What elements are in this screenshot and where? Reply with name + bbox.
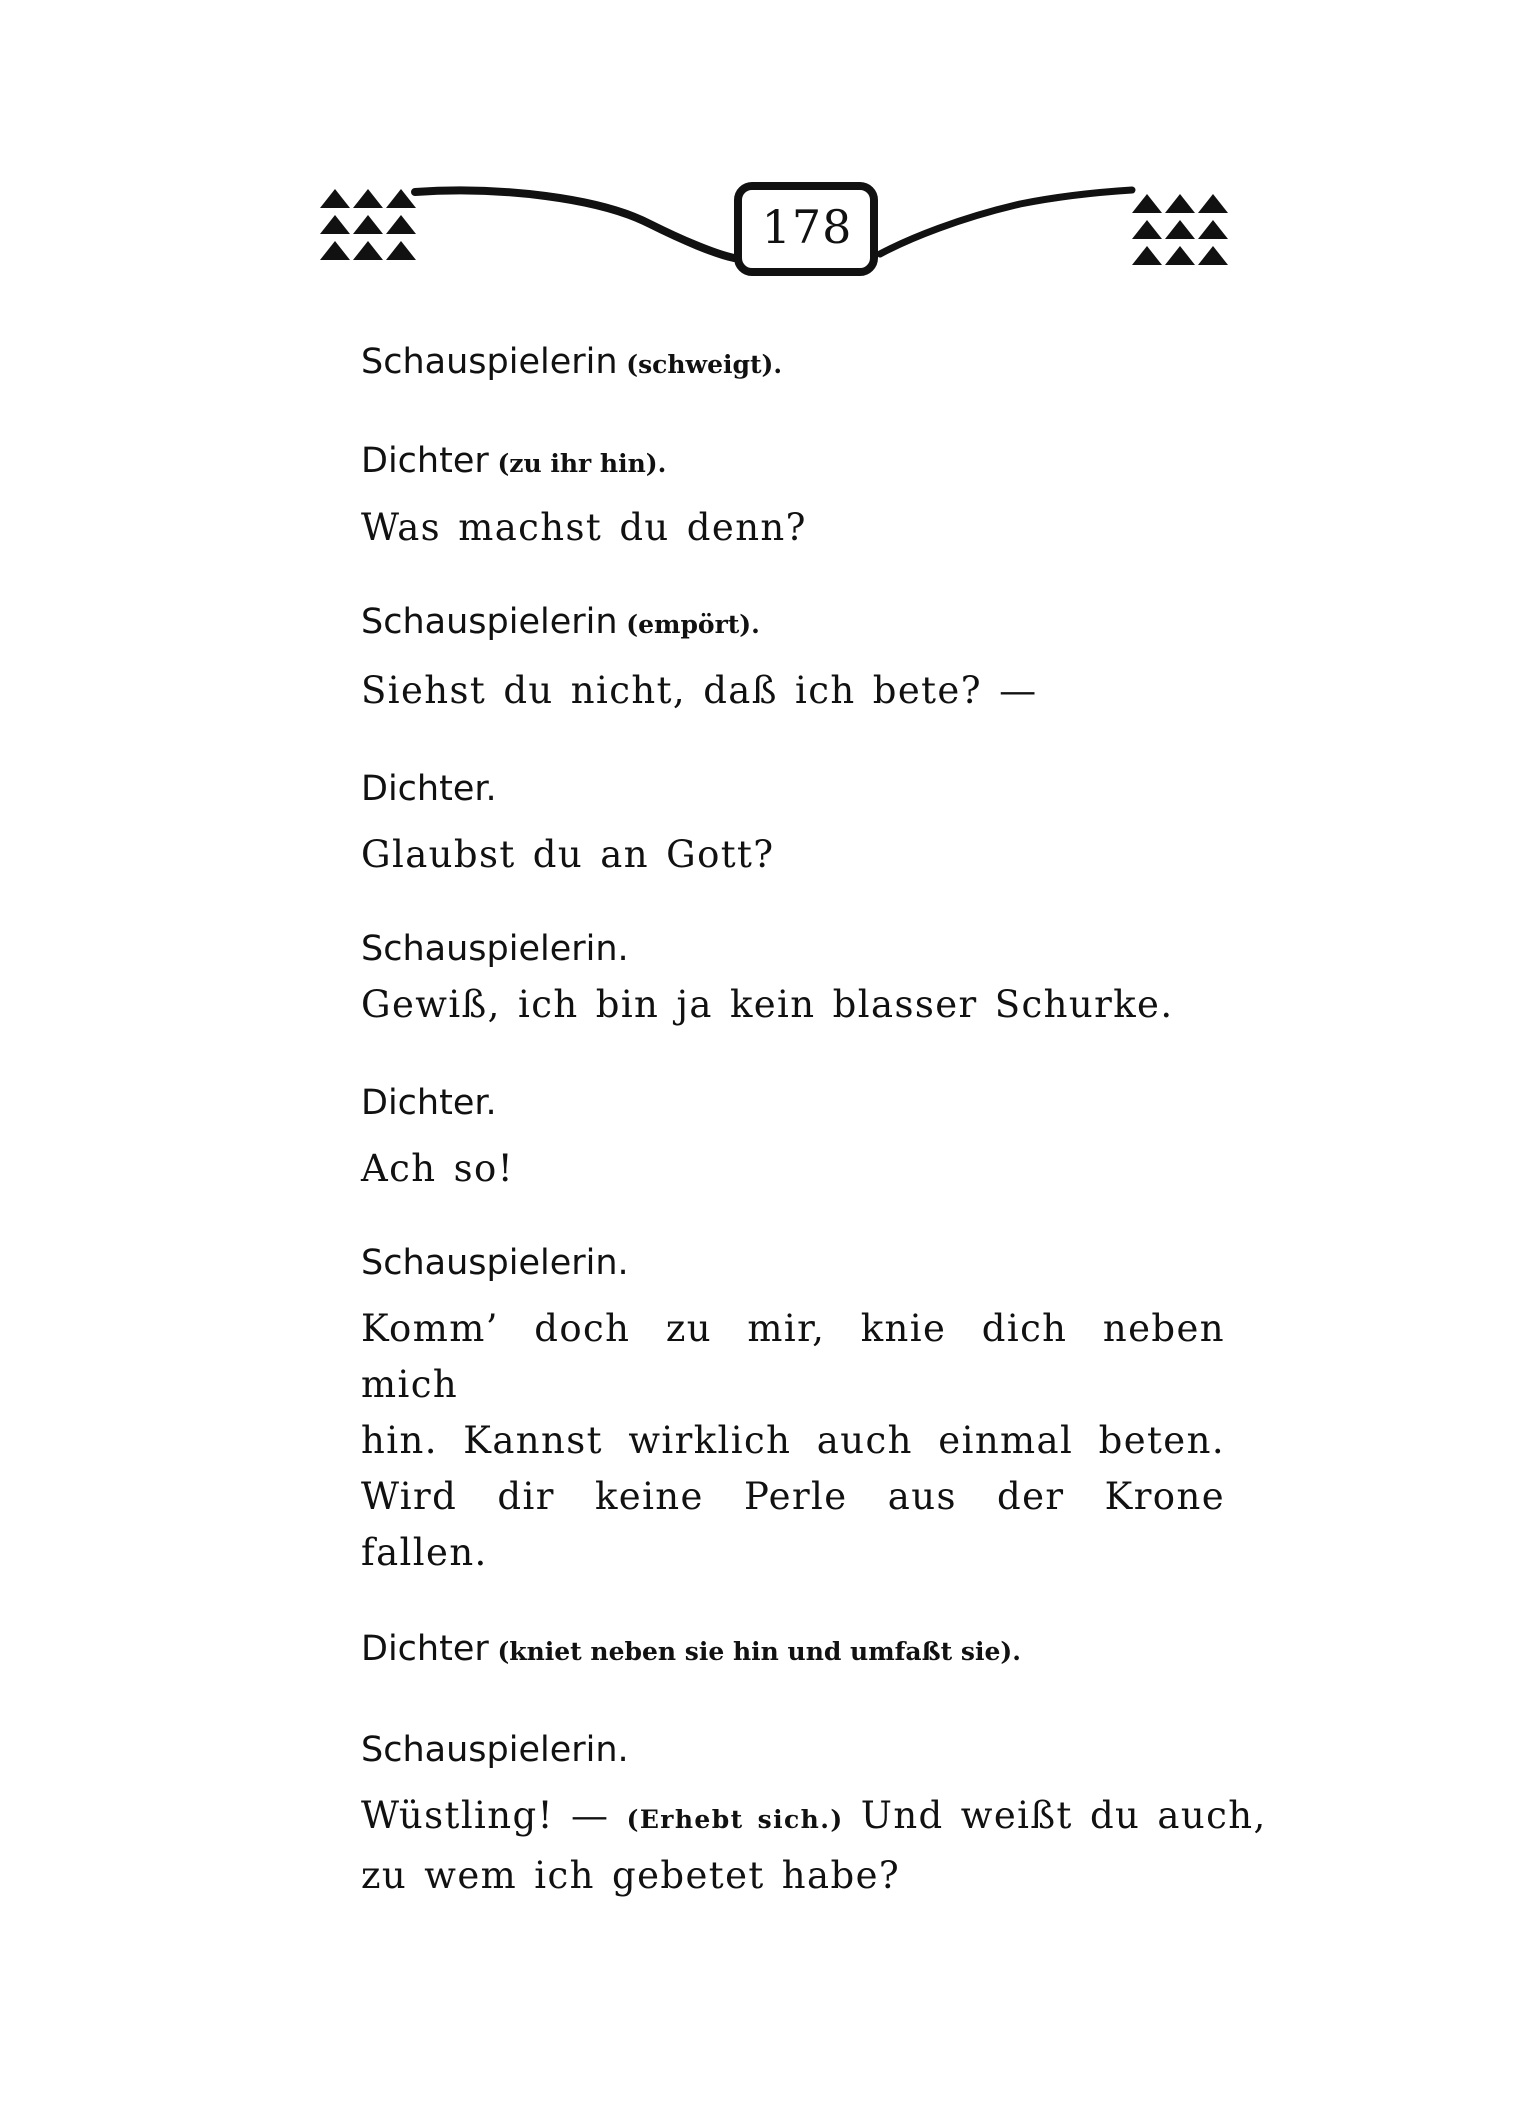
stage-direction: (Erhebt sich.) — [626, 1805, 844, 1834]
right-swoosh-line — [880, 190, 1132, 254]
dialogue-line: Komm’ doch zu mir, knie dich neben mich — [361, 1307, 1225, 1406]
speaker-line — [361, 1625, 1281, 1676]
speaker-name: Schauspielerin — [361, 602, 618, 642]
stage-direction: (schweigt). — [617, 350, 783, 379]
speaker-line — [361, 598, 1281, 649]
left-swoosh-line — [415, 190, 734, 258]
stage-direction: (kniet neben sie hin und umfaßt sie). — [488, 1637, 1021, 1666]
stage-direction: (zu ihr hin). — [488, 449, 667, 478]
speaker-line: Schauspielerin. — [361, 929, 629, 969]
speaker-line: Schauspielerin. — [361, 1243, 629, 1283]
play-text — [361, 338, 1281, 1904]
dialogue-line: Wird dir keine Perle aus der Krone fallen. — [361, 1475, 1225, 1574]
right-triangle-cluster-icon — [1132, 194, 1228, 265]
speaker-name: Dichter — [361, 441, 489, 481]
speaker-line: Dichter. — [361, 769, 497, 809]
dialogue-line: zu wem ich gebetet habe? — [361, 1854, 901, 1897]
speaker-line: Schauspielerin. — [361, 1730, 629, 1770]
speaker-name: Schauspielerin — [361, 342, 618, 382]
dialogue-line: hin. Kannst wirklich auch einmal beten. — [361, 1419, 1225, 1462]
dialogue-line: Was machst du denn? — [361, 506, 807, 549]
dialogue-text: Und weißt du auch, — [843, 1794, 1267, 1837]
dialogue-line: Gewiß, ich bin ja kein blasser Schurke. — [361, 983, 1174, 1026]
speaker-line — [361, 338, 1281, 389]
dialogue-line: Glaubst du an Gott? — [361, 833, 775, 876]
speaker-line: Dichter. — [361, 1083, 497, 1123]
speaker-line — [361, 437, 1281, 488]
stage-direction: (empört). — [617, 610, 760, 639]
page-number: 178 — [761, 200, 853, 254]
dialogue-text: Wüstling! — — [361, 1794, 627, 1837]
speaker-name: Dichter — [361, 1629, 489, 1669]
left-triangle-cluster-icon — [320, 189, 416, 260]
dialogue-line — [361, 1788, 1281, 1848]
dialogue-line: Siehst du nicht, daß ich bete? — — [361, 669, 1038, 712]
dialogue-line: Ach so! — [361, 1147, 514, 1190]
dialogue-paragraph — [361, 1301, 1225, 1581]
